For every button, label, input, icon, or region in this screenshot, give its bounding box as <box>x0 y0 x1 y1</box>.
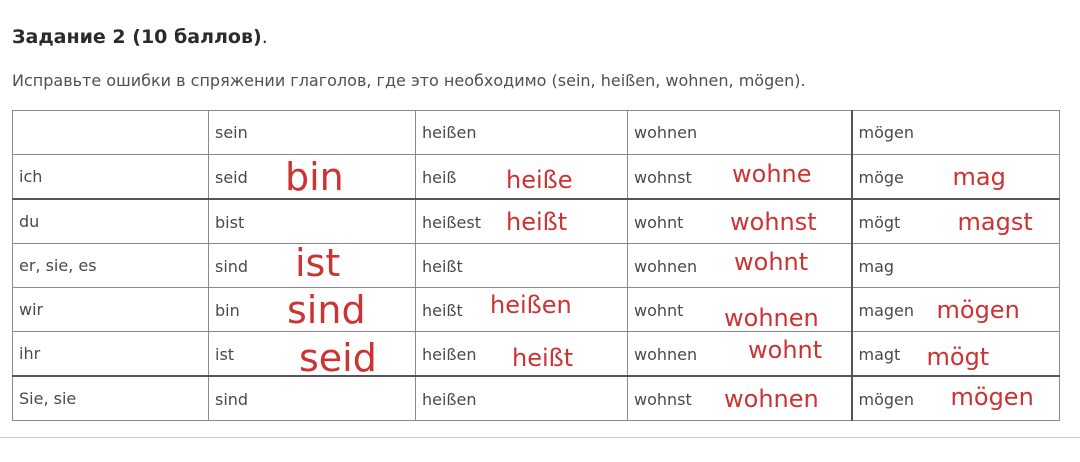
header-cell-wohnen: wohnen <box>628 111 852 155</box>
table-row <box>13 244 1060 288</box>
moegen-cell <box>852 332 1060 377</box>
original-form: heißen <box>422 344 477 364</box>
original-form: möge <box>858 167 904 187</box>
moegen-cell <box>852 288 1060 332</box>
pronoun-cell: du <box>13 199 209 244</box>
handwritten-correction: ist <box>295 240 341 285</box>
handwritten-correction: heißt <box>506 207 568 236</box>
original-form: heißen <box>422 389 477 409</box>
task-title <box>12 26 268 48</box>
table-header-row <box>13 111 1060 155</box>
original-form: heißt <box>422 300 463 320</box>
original-form: sind <box>215 389 249 409</box>
moegen-cell <box>852 155 1060 200</box>
original-form: wohnt <box>634 212 684 232</box>
handwritten-correction: mag <box>952 162 1006 191</box>
original-form: magt <box>858 344 901 364</box>
handwritten-correction: bin <box>285 154 344 199</box>
wohnen-cell <box>628 376 852 421</box>
heissen-cell <box>416 376 628 421</box>
original-form: wohnen <box>634 256 698 276</box>
sein-cell <box>209 332 416 380</box>
moegen-cell <box>852 244 1060 288</box>
header-cell-heissen: heißen <box>416 111 628 155</box>
task-title-period: . <box>261 26 268 48</box>
original-form: heißt <box>422 256 463 276</box>
original-form: heißest <box>422 212 481 232</box>
heissen-cell <box>416 199 628 244</box>
wohnen-cell <box>628 155 852 200</box>
sein-cell <box>209 376 416 421</box>
table-row <box>13 376 1060 421</box>
handwritten-correction: heiße <box>506 165 573 194</box>
heissen-cell <box>416 332 628 377</box>
sein-cell <box>209 240 416 288</box>
table-row <box>13 155 1060 200</box>
moegen-cell <box>852 199 1060 244</box>
table-row <box>13 288 1060 332</box>
wohnen-cell <box>628 244 852 288</box>
pronoun-cell: ich <box>13 155 209 200</box>
handwritten-correction: sind <box>287 287 366 332</box>
handwritten-correction: seid <box>299 335 377 380</box>
header-cell-empty <box>13 111 209 155</box>
conjugation-table <box>12 110 1060 421</box>
handwritten-correction: heißt <box>512 343 574 372</box>
header-cell-sein: sein <box>209 111 416 155</box>
heissen-cell <box>416 244 628 288</box>
handwritten-correction: mögt <box>926 342 990 371</box>
original-form: magen <box>858 300 915 320</box>
original-form: heiß <box>422 167 457 187</box>
original-form: mögt <box>858 212 901 232</box>
original-form: seid <box>215 167 248 187</box>
pronoun-cell: ihr <box>13 332 209 377</box>
original-form: wohnst <box>634 389 692 409</box>
handwritten-correction: wohnt <box>748 335 823 364</box>
pronoun-cell: Sie, sie <box>13 376 209 421</box>
handwritten-correction: wohnst <box>730 207 817 236</box>
original-form: ist <box>215 344 235 364</box>
pronoun-cell: er, sie, es <box>13 244 209 288</box>
handwritten-correction: wohnen <box>724 303 819 332</box>
original-form: mögen <box>858 389 915 409</box>
wohnen-cell <box>628 332 852 377</box>
original-form: wohnen <box>634 344 698 364</box>
handwritten-correction: magst <box>957 207 1033 236</box>
header-cell-moegen: mögen <box>852 111 1060 155</box>
table-row <box>13 199 1060 244</box>
handwritten-correction: heißen <box>490 290 572 319</box>
handwritten-correction: mögen <box>936 295 1020 324</box>
heissen-cell <box>416 288 628 332</box>
sein-cell <box>209 155 416 200</box>
handwritten-correction: mögen <box>950 382 1034 411</box>
original-form: bist <box>215 212 245 232</box>
pronoun-cell: wir <box>13 288 209 332</box>
table-row <box>13 332 1060 377</box>
wohnen-cell <box>628 199 852 244</box>
wohnen-cell <box>628 288 852 332</box>
sein-cell <box>209 199 416 244</box>
original-form: wohnt <box>634 300 684 320</box>
handwritten-correction: wohnen <box>724 384 819 413</box>
original-form: mag <box>858 256 895 276</box>
task-instruction: Исправьте ошибки в спряжении глаголов, где это необходимо (sein, heißen, wohnen, mögen). <box>12 71 806 90</box>
task-title-text: Задание 2 (10 баллов) <box>12 26 262 48</box>
original-form: sind <box>215 256 249 276</box>
handwritten-correction: wohnt <box>734 247 809 276</box>
original-form: wohnst <box>634 167 692 187</box>
original-form: bin <box>215 300 240 320</box>
heissen-cell <box>416 155 628 200</box>
handwritten-correction: wohne <box>732 159 812 188</box>
moegen-cell <box>852 376 1060 421</box>
sein-cell <box>209 288 416 332</box>
bottom-divider <box>0 437 1080 438</box>
